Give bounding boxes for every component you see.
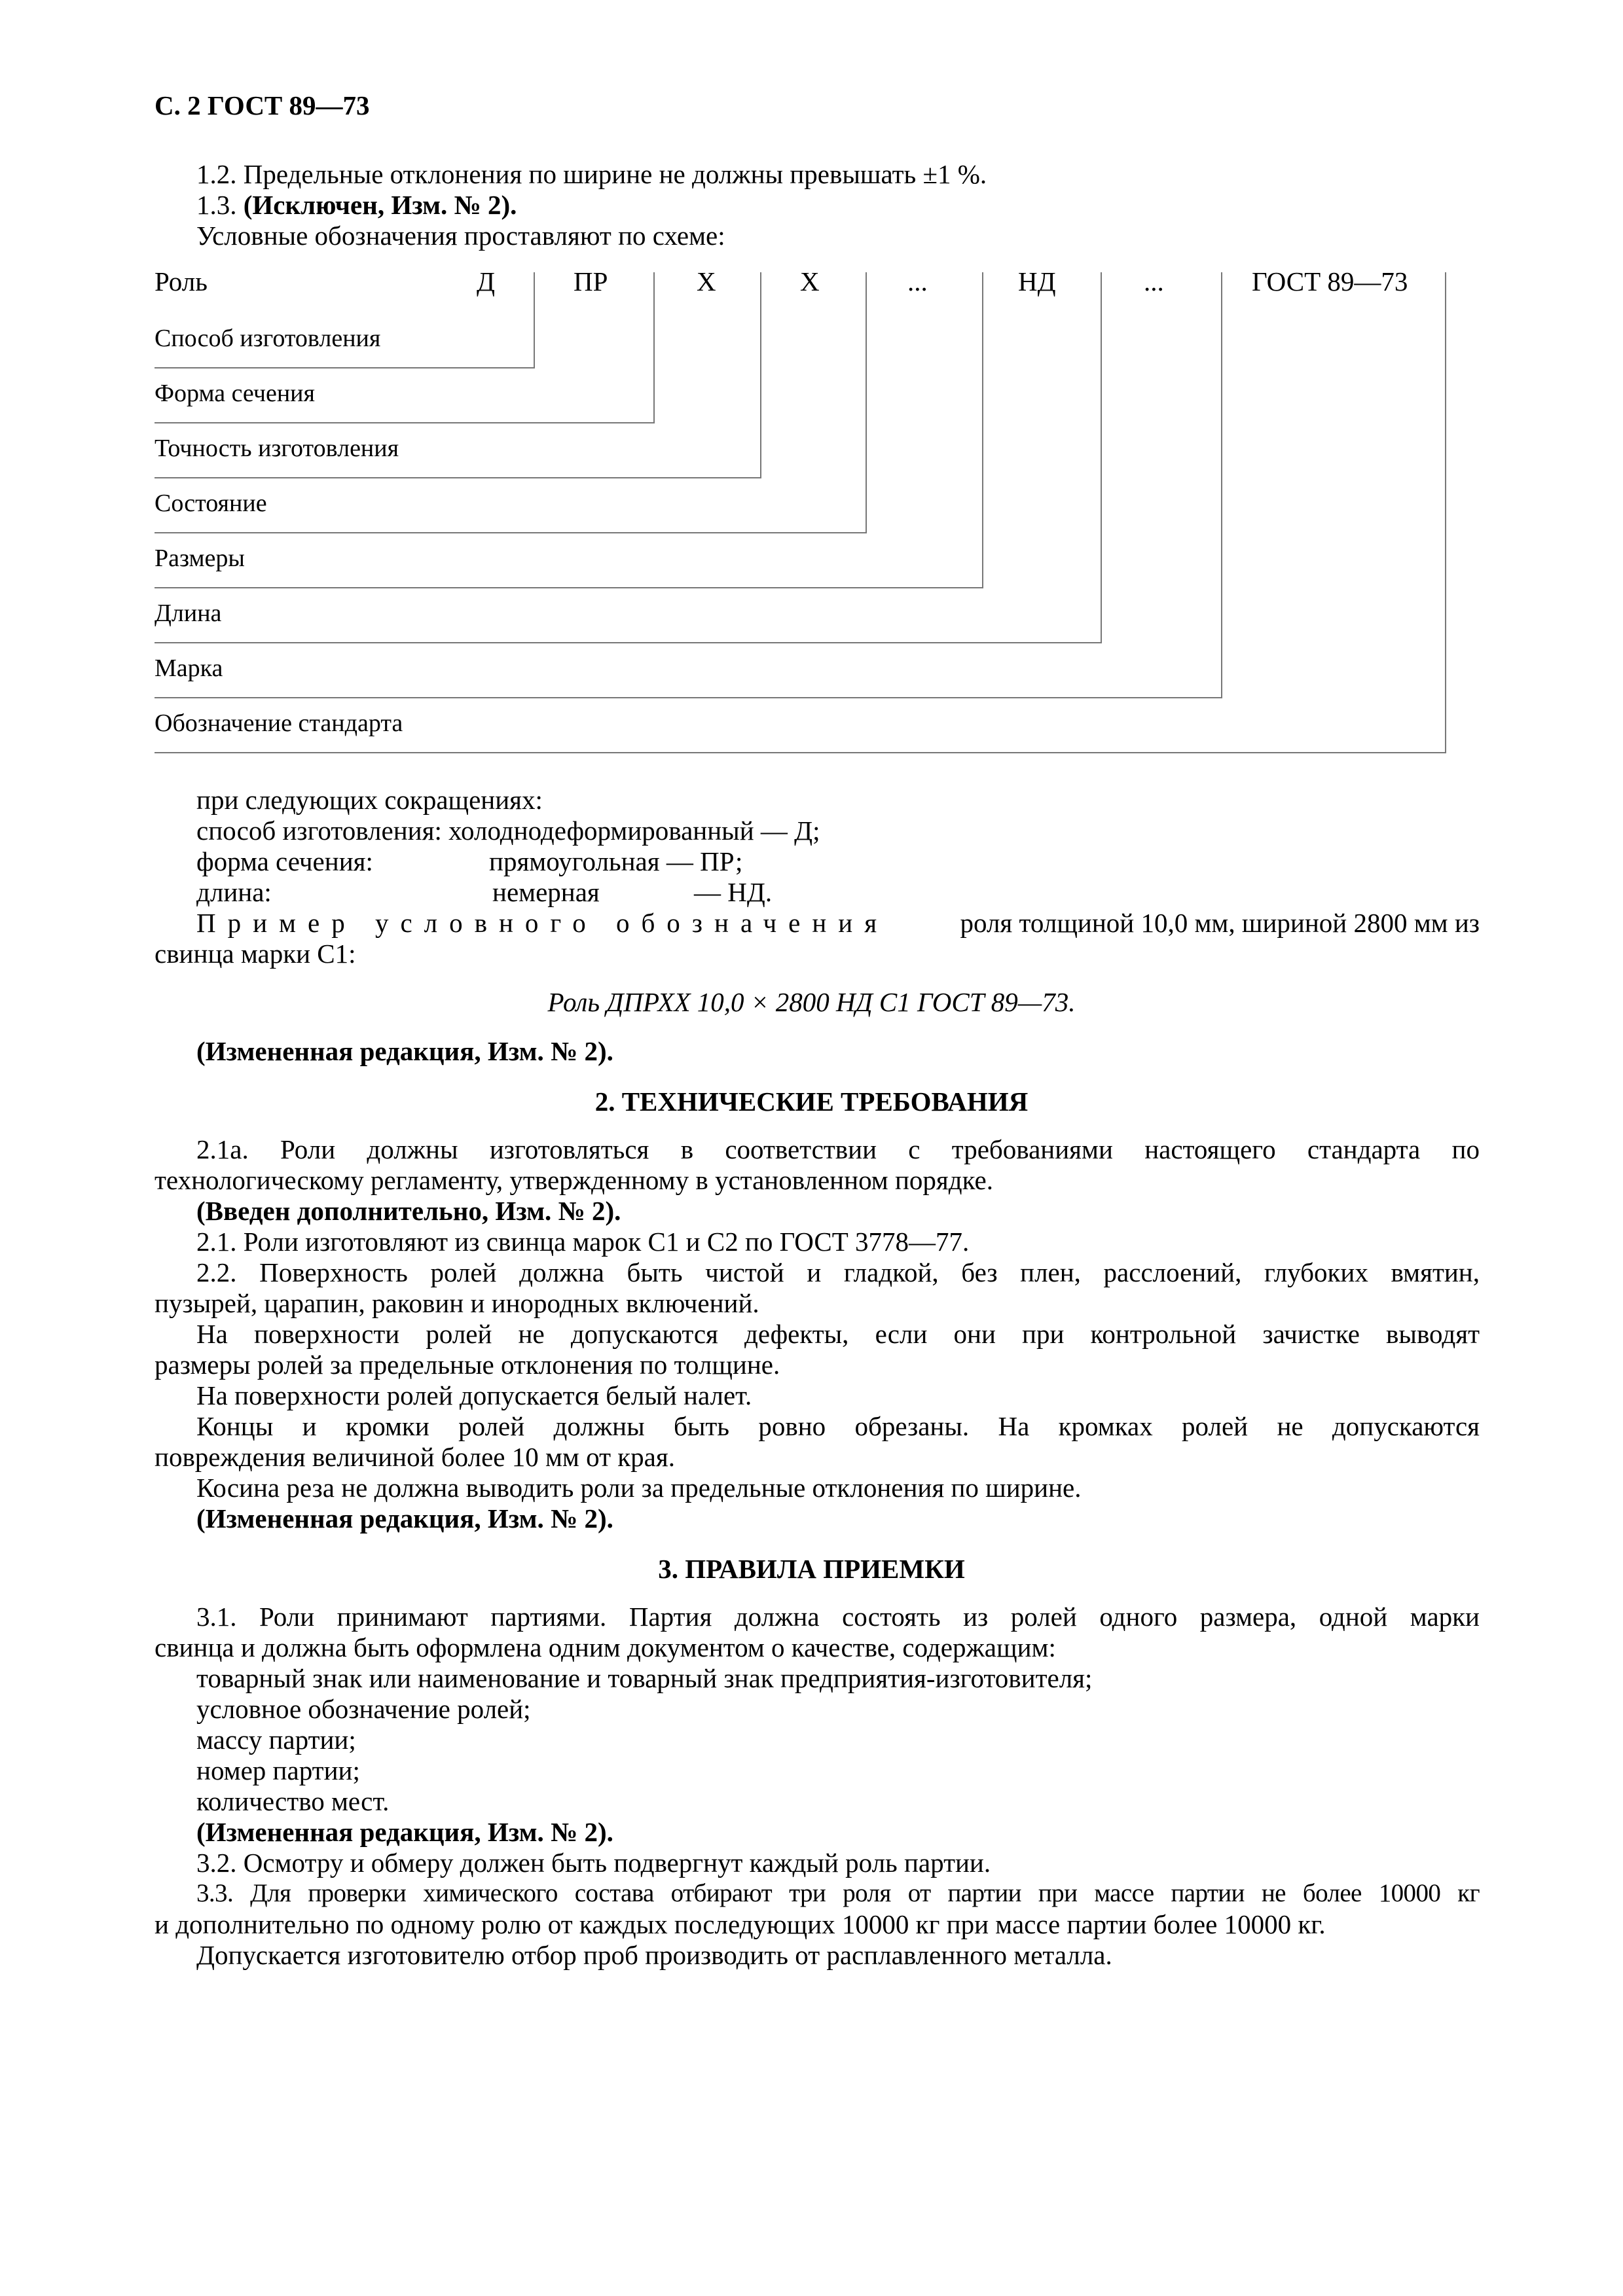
- example-amendment: (Измененная редакция, Изм. № 2).: [196, 1036, 613, 1066]
- abbrev-length-label: длина:: [196, 877, 272, 907]
- clause-2-1a-line-2: технологическому регламенту, утвержденному в установленном порядке.: [155, 1165, 993, 1195]
- scheme-code-x2: Х: [800, 266, 820, 296]
- abbrev-shape-label: форма сечения:: [196, 846, 373, 876]
- scheme-label-standard: Обозначение стандарта: [155, 709, 403, 737]
- scheme-label-state: Состояние: [155, 490, 267, 517]
- scheme-hline-8: [155, 752, 1446, 753]
- scheme-hline-5: [155, 587, 983, 588]
- clause-3-3-line-2: и дополнительно по одному ролю от каждых последующих 10000 кг при массе партии более 10000 кг.: [155, 1909, 1326, 1939]
- scheme-code-pr: ПР: [574, 266, 608, 296]
- clause-2-1a-amendment: (Введен дополнительно, Изм. № 2).: [196, 1196, 621, 1226]
- scheme-hline-6: [155, 642, 1102, 643]
- scheme-vline-4: [866, 272, 867, 533]
- scheme-hline-4: [155, 532, 867, 533]
- scheme-vline-3: [760, 272, 761, 478]
- scheme-label-shape: Форма сечения: [155, 380, 315, 407]
- clause-1-3-text: (Исключен, Изм. № 2).: [243, 190, 517, 220]
- clause-3-1-line-2: свинца и должна быть оформлена одним документом о качестве, содержащим:: [155, 1632, 1056, 1662]
- section-3-amendment: (Измененная редакция, Изм. № 2).: [196, 1817, 613, 1847]
- abbrev-length-code: — НД.: [694, 877, 773, 907]
- clause-1-3: [196, 188, 517, 221]
- white-coating: На поверхности ролей допускается белый налет.: [196, 1380, 752, 1410]
- list-item: условное обозначение ролей;: [196, 1694, 531, 1724]
- scheme-vline-7: [1221, 272, 1222, 698]
- section-3-title: 3. ПРАВИЛА ПРИЕМКИ: [658, 1554, 965, 1584]
- section-2-title: 2. ТЕХНИЧЕСКИЕ ТРЕБОВАНИЯ: [594, 1086, 1029, 1117]
- example-lead: Пример условного обозначения: [196, 908, 889, 938]
- defects-line-2: размеры ролей за предельные отклонения по толщине.: [155, 1350, 780, 1380]
- abbrev-shape-value: прямоугольная — ПР;: [489, 846, 743, 876]
- ends-line-2: повреждения величиной более 10 мм от края.: [155, 1442, 675, 1472]
- scheme-code-gost: ГОСТ 89—73: [1252, 266, 1408, 296]
- list-item: массу партии;: [196, 1725, 356, 1755]
- list-item: количество мест.: [196, 1786, 390, 1816]
- section-2-amendment: (Измененная редакция, Изм. № 2).: [196, 1503, 613, 1534]
- melt-sampling: Допускается изготовителю отбор проб производить от расплавленного металла.: [196, 1940, 1112, 1970]
- scheme-vline-2: [653, 272, 655, 423]
- scheme-label-accuracy: Точность изготовления: [155, 435, 399, 462]
- clause-3-2: 3.2. Осмотру и обмеру должен быть подвергнут каждый роль партии.: [196, 1848, 991, 1878]
- defects-line-1: На поверхности ролей не допускаются дефекты, если они при контрольной зачистке выводят: [196, 1319, 1480, 1349]
- scheme-hline-2: [155, 422, 655, 423]
- scheme-code-rol: Роль: [155, 266, 208, 296]
- scheme-vline-1: [534, 272, 535, 368]
- scheme-label-sizes: Размеры: [155, 545, 245, 572]
- clause-2-2-line-2: пузырей, царапин, раковин и инородных включений.: [155, 1288, 759, 1318]
- scheme-label-length: Длина: [155, 600, 222, 627]
- example-line-1: [196, 906, 1480, 939]
- scheme-vline-5: [982, 272, 983, 588]
- cut-skew: Косина реза не должна выводить роли за предельные отклонения по ширине.: [196, 1473, 1082, 1503]
- clause-3-3-line-1: 3.3. Для проверки химического состава отбирают три роля от партии при массе партии не более 10000 кг: [196, 1879, 1480, 1907]
- clause-2-1a-line-1: 2.1а. Роли должны изготовляться в соответствии с требованиями настоящего стандарта по: [196, 1134, 1480, 1164]
- scheme-label-grade: Марка: [155, 655, 223, 682]
- abbrev-length-value: немерная: [492, 877, 600, 907]
- abbrev-method: способ изготовления: холоднодеформированный — Д;: [196, 816, 820, 846]
- scheme-label-method: Способ изготовления: [155, 325, 381, 352]
- clause-1-3-number: 1.3.: [196, 190, 237, 220]
- list-item: товарный знак или наименование и товарный знак предприятия-изготовителя;: [196, 1663, 1093, 1693]
- list-item: номер партии;: [196, 1755, 360, 1785]
- scheme-code-dots1: ...: [907, 266, 928, 296]
- scheme-hline-7: [155, 697, 1222, 698]
- scheme-code-dots2: ...: [1144, 266, 1164, 296]
- scheme-vline-8: [1445, 272, 1446, 753]
- scheme-intro: Условные обозначения проставляют по схеме:: [196, 221, 725, 251]
- example-line-2: свинца марки С1:: [155, 939, 356, 969]
- clause-3-1-line-1: 3.1. Роли принимают партиями. Партия должна состоять из ролей одного размера, одной марки: [196, 1602, 1480, 1632]
- page-header: С. 2 ГОСТ 89—73: [155, 90, 370, 120]
- example-line-1-rest: роля толщиной 10,0 мм, шириной 2800 мм из: [960, 908, 1480, 938]
- scheme-vline-6: [1101, 272, 1102, 643]
- scheme-code-d: Д: [477, 266, 495, 296]
- scheme-hline-3: [155, 477, 761, 478]
- scheme-hline-1: [155, 367, 535, 368]
- ends-line-1: Концы и кромки ролей должны быть ровно обрезаны. На кромках ролей не допускаются: [196, 1411, 1480, 1441]
- clause-1-2: 1.2. Предельные отклонения по ширине не должны превышать ±1 %.: [196, 159, 987, 189]
- example-formula: Роль ДПРХХ 10,0 × 2800 НД С1 ГОСТ 89—73.: [547, 987, 1076, 1017]
- abbrev-intro: при следующих сокращениях:: [196, 785, 543, 815]
- clause-2-1: 2.1. Роли изготовляют из свинца марок С1 и С2 по ГОСТ 3778—77.: [196, 1227, 970, 1257]
- scheme-code-x1: Х: [697, 266, 716, 296]
- scheme-code-nd: НД: [1018, 266, 1056, 296]
- clause-2-2-line-1: 2.2. Поверхность ролей должна быть чистой и гладкой, без плен, расслоений, глубоких вмятин,: [196, 1257, 1480, 1287]
